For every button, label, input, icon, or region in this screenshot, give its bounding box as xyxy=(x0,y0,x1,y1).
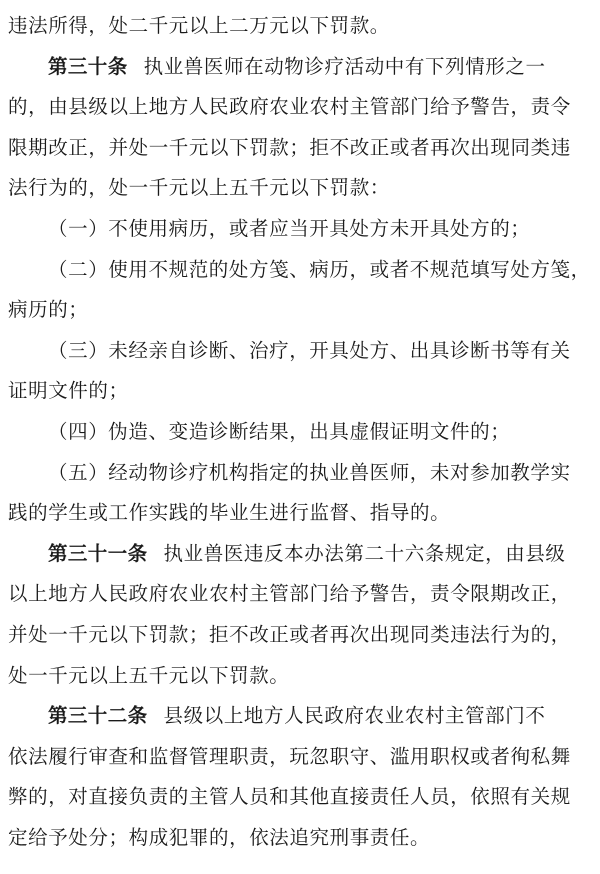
article-31-heading-line xyxy=(8,534,592,575)
list-item-5: （五）经动物诊疗机构指定的执业兽医师，未对参加教学实 xyxy=(48,460,571,484)
list-item-1: （一）不使用病历，或者应当开具处方未开具处方的； xyxy=(48,216,531,240)
text-line: 限期改正，并处一千元以下罚款；拒不改正或者再次出现同类违 xyxy=(8,135,571,159)
paragraph-continuation xyxy=(8,6,592,47)
text-line: 定给予处分；构成犯罪的，依法追究刑事责任。 xyxy=(8,825,431,849)
text-line: 执业兽医师在动物诊疗活动中有下列情形之一 xyxy=(143,54,546,78)
article-number: 第三十二条 xyxy=(48,704,148,728)
text-line: 弊的，对直接负责的主管人员和其他直接责任人员，依照有关规 xyxy=(8,785,571,809)
article-30-heading-line xyxy=(8,47,592,88)
text-line: 的，由县级以上地方人民政府农业农村主管部门给予警告，责令 xyxy=(8,95,571,119)
list-item-4: （四）伪造、变造诊断结果，出具虚假证明文件的； xyxy=(48,419,511,443)
text-line: 县级以上地方人民政府农业农村主管部门不 xyxy=(163,704,546,728)
text-line: 依法履行审查和监督管理职责，玩忽职守、滥用职权或者徇私舞 xyxy=(8,744,571,768)
document-page xyxy=(8,6,592,858)
text-line: 并处一千元以下罚款；拒不改正或者再次出现同类违法行为的， xyxy=(8,622,571,646)
text-line: 执业兽医违反本办法第二十六条规定，由县级 xyxy=(163,541,566,565)
text-line: 处一千元以上五千元以下罚款。 xyxy=(8,663,290,687)
text-line: 病历的； xyxy=(8,298,89,322)
text-line: 以上地方人民政府农业农村主管部门给予警告，责令限期改正， xyxy=(8,582,571,606)
text-line: 法行为的，处一千元以上五千元以下罚款： xyxy=(8,176,390,200)
article-32-heading-line xyxy=(8,696,592,737)
text-line: 践的学生或工作实践的毕业生进行监督、指导的。 xyxy=(8,501,451,525)
text-line: 违法所得，处二千元以上二万元以下罚款。 xyxy=(8,14,390,37)
list-item-2: （二）使用不规范的处方笺、病历，或者不规范填写处方笺， xyxy=(48,257,591,281)
text-line: 证明文件的； xyxy=(8,379,129,403)
article-number: 第三十一条 xyxy=(48,541,148,565)
list-item-3: （三）未经亲自诊断、治疗，开具处方、出具诊断书等有关 xyxy=(48,338,571,362)
article-number: 第三十条 xyxy=(48,54,128,78)
